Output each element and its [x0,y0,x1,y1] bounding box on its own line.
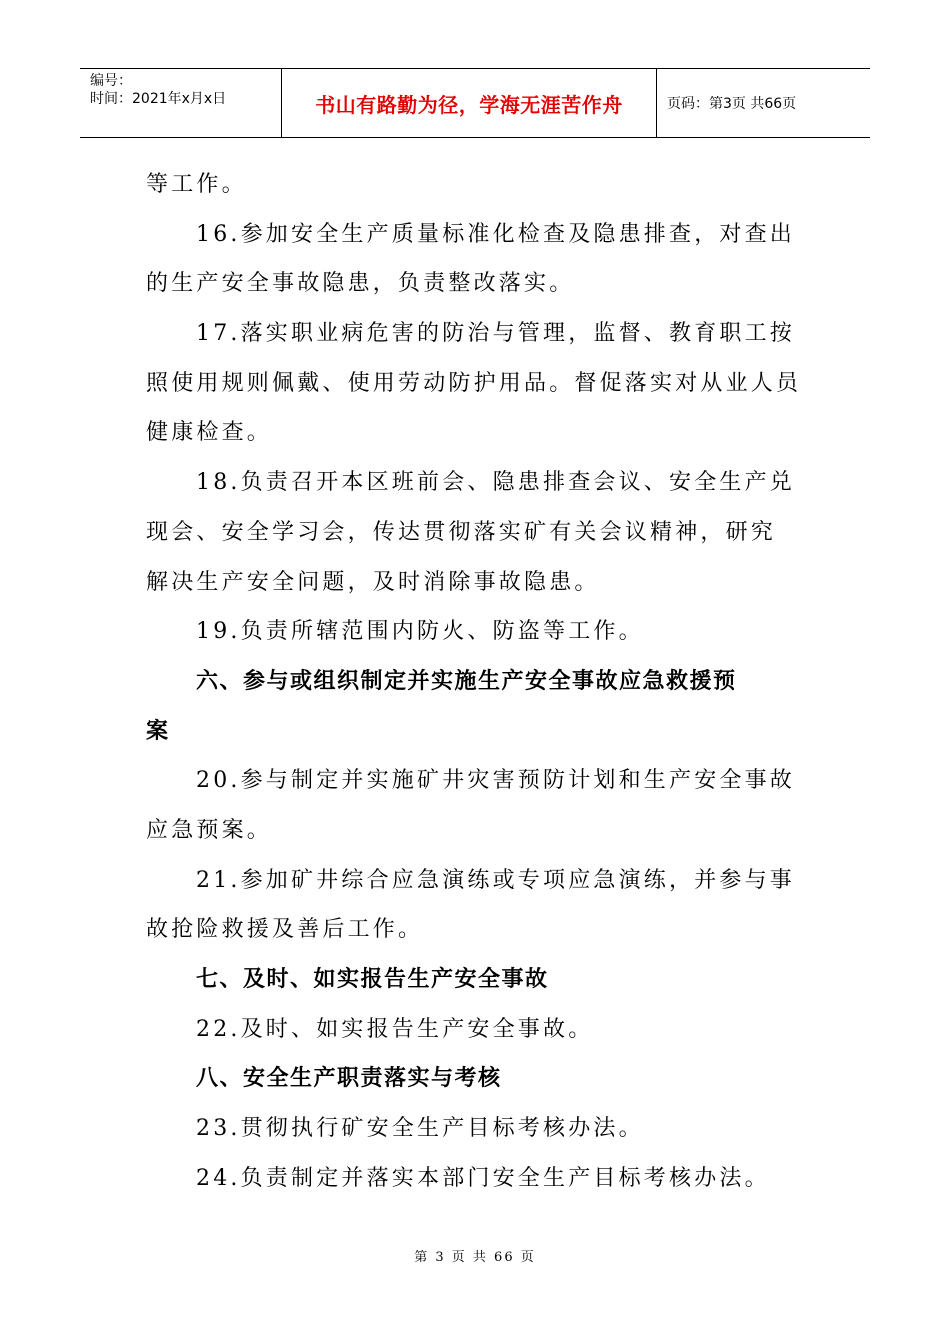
paragraph-line: 解决生产安全问题，及时消除事故隐患。 [146,569,600,595]
paragraph-line: 等工作。 [146,172,247,197]
section-heading: 八、安全生产职责落实与考核 [196,1066,502,1092]
paragraph-line: 17.落实职业病危害的防治与管理，监督、教育职工按 [196,321,795,347]
document-date: 时间：2021年x月x日 [90,91,227,107]
paragraph-line: 16.参加安全生产质量标准化检查及隐患排查，对查出 [196,221,795,247]
paragraph-line: 19.负责所辖范围内防火、防盗等工作。 [196,619,644,645]
paragraph-line: 故抢险救援及善后工作。 [146,917,424,943]
header-page-info: 页码：第3页 共66页 [667,96,797,112]
paragraph-line: 21.参加矿井综合应急演练或专项应急演练，并参与事 [196,867,795,893]
paragraph-line: 24.负责制定并落实本部门安全生产目标考核办法。 [196,1165,770,1191]
paragraph-line: 20.参与制定并实施矿井灾害预防计划和生产安全事故 [196,768,795,794]
section-heading: 七、及时、如实报告生产安全事故 [196,967,549,992]
paragraph-line: 现会、安全学习会，传达贯彻落实矿有关会议精神，研究 [146,519,777,545]
paragraph-line: 18.负责召开本区班前会、隐患排查会议、安全生产兑 [196,470,795,496]
header-meta [80,69,282,137]
paragraph-line: 的生产安全事故隐患，负责整改落实。 [146,271,575,297]
document-number-label: 编号： [90,73,132,89]
section-heading: 六、参与或组织制定并实施生产安全事故应急救援预 [196,668,737,694]
paragraph-line: 健康检查。 [146,420,273,446]
paragraph-line: 23.贯彻执行矿安全生产目标考核办法。 [196,1116,644,1142]
paragraph-line: 照使用规则佩戴、使用劳动防护用品。督促落实对从业人员 [146,370,802,396]
paragraph-line: 应急预案。 [146,817,273,843]
page-footer: 第 3 页 共 66 页 [414,1250,536,1265]
section-heading: 案 [146,718,170,744]
paragraph-line: 22.及时、如实报告生产安全事故。 [196,1016,594,1042]
header-motto: 书山有路勤为径，学海无涯苦作舟 [282,69,657,137]
document-header [80,68,870,138]
document-body [146,160,806,1203]
